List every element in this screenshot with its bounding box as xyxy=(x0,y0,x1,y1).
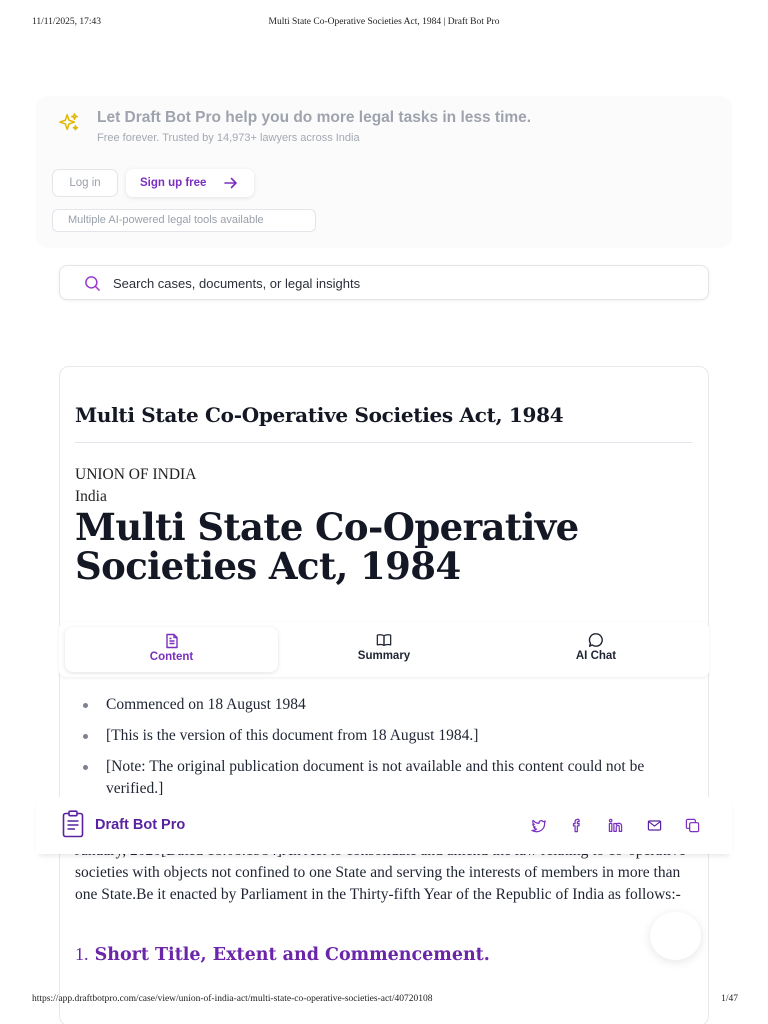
tab-content[interactable] xyxy=(65,627,278,672)
floating-chat-button[interactable] xyxy=(650,912,701,960)
document-tabs xyxy=(59,622,709,677)
list-item: Commenced on 18 August 1984 xyxy=(75,694,695,716)
twitter-icon[interactable] xyxy=(531,818,546,833)
signup-button-label: Sign up free xyxy=(140,177,207,189)
copy-icon[interactable] xyxy=(685,818,700,833)
section-heading xyxy=(75,944,490,965)
linkedin-icon[interactable] xyxy=(608,818,623,833)
document-notes xyxy=(75,694,695,809)
arrow-right-icon xyxy=(224,177,238,189)
mail-icon[interactable] xyxy=(647,818,662,833)
tab-content-label: Content xyxy=(149,651,194,663)
title-divider xyxy=(75,442,692,443)
list-item: [Note: The original publication document is not available and this content could not be verified.] xyxy=(75,756,695,800)
promo-title: Let Draft Bot Pro help you do more legal tasks in less time. xyxy=(97,109,532,126)
list-item: [This is the version of this document from 18 August 1984.] xyxy=(75,725,695,747)
signup-button[interactable] xyxy=(126,169,254,197)
print-page-title: Multi State Co-Operative Societies Act, 1984 | Draft Bot Pro xyxy=(268,17,500,27)
jurisdiction-label: UNION OF INDIA xyxy=(75,466,197,483)
print-page-number: 1/47 xyxy=(721,994,738,1004)
sparkle-icon xyxy=(58,112,80,134)
book-open-icon xyxy=(376,632,392,648)
print-url: https://app.draftbotpro.com/case/view/union-of-india-act/multi-state-co-operative-societies-act/40720108 xyxy=(32,994,433,1004)
document-icon xyxy=(164,633,180,649)
brand-name[interactable]: Draft Bot Pro xyxy=(95,817,186,833)
section-title: Short Title, Extent and Commencement. xyxy=(94,945,490,965)
document-title-small: Multi State Co-Operative Societies Act, 1984 xyxy=(75,403,564,427)
tab-summary[interactable] xyxy=(278,622,490,677)
country-label: India xyxy=(75,488,107,505)
search-icon xyxy=(84,275,101,292)
search-bar[interactable] xyxy=(59,265,709,300)
chat-bubble-icon xyxy=(588,632,604,648)
clipboard-logo-icon xyxy=(62,810,84,838)
facebook-icon[interactable] xyxy=(569,818,584,833)
tools-badge: Multiple AI-powered legal tools available xyxy=(52,209,316,232)
promo-subtitle: Free forever. Trusted by 14,973+ lawyers across India xyxy=(97,132,360,144)
tab-ai-chat[interactable] xyxy=(490,622,702,677)
act-preamble: societies with objects not confined to one State and serving the interests of members in more than one State.Be it enacted by Parliament in the Thirty-fifth Year of the Republic of India as follows:- xyxy=(75,864,681,903)
search-input[interactable] xyxy=(113,274,673,292)
tab-summary-label: Summary xyxy=(357,650,411,662)
print-datetime: 11/11/2025, 17:43 xyxy=(32,17,101,27)
sticky-toolbar xyxy=(36,797,732,854)
document-title-large: Multi State Co-Operative Societies Act, 1984 xyxy=(75,505,579,588)
section-number: 1. xyxy=(75,944,89,964)
login-button[interactable]: Log in xyxy=(52,169,118,197)
tab-ai-chat-label: AI Chat xyxy=(575,650,617,662)
